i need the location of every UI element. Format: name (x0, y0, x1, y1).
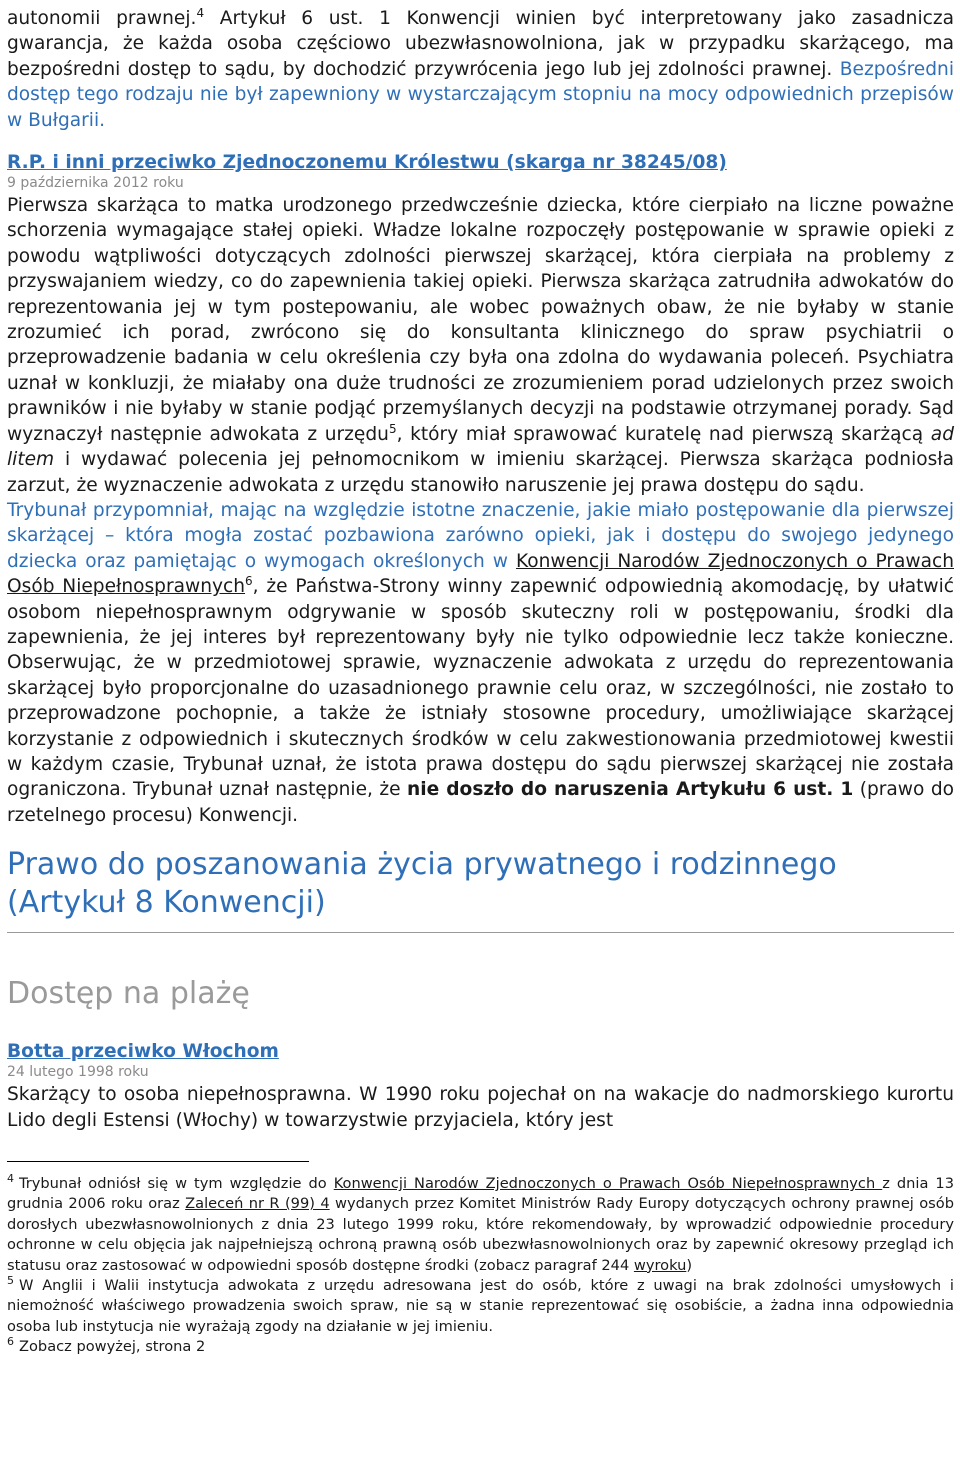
footnote-4-text-d: ) (686, 1256, 693, 1274)
footnote-4-link-recommendation[interactable]: Zaleceń nr R (99) 4 (185, 1195, 330, 1213)
case-rp (7, 150, 954, 828)
case-botta (7, 1039, 954, 1133)
footnote-4-link-judgment[interactable]: wyroku (633, 1256, 687, 1274)
case-date-rp: 9 października 2012 roku (7, 175, 184, 192)
case-rp-judgment (7, 498, 954, 828)
section-heading-article-8: Prawo do poszanowania życia prywatnego i rodzinnego (Artykuł 8 Konwencji) (7, 846, 954, 933)
footnote-6-text: Zobacz powyżej, strona 2 (19, 1338, 206, 1356)
case-botta-facts: Skarżący to osoba niepełnosprawna. W 1990 roku pojechał on na wakacje do nadmorskiego kurortu Lido degli Estensi (Włochy) w towarzystwie przyjaciela, który jest (7, 1084, 954, 1131)
case-rp-facts-text-a: Pierwsza skarżąca to matka urodzonego przedwcześnie dziecka, które cierpiało na liczne poważne schorzenia wymagające stałej opieki. Władze lokalne rozpoczęły postępowanie w sprawie opieki z powodu wątpliwości dotyczących zdolności pierwszej skarżącej, która cierpiała na problemy z przyswajaniem wiedzy, co do zapewnienia takiej opieki. Pierwsza skarżąca zatrudniła adwokatów do reprezentowania jej w tym postepowaniu, ale wobec poważnych obaw, że nie byłaby w stanie zrozumieć ich porad, zwrócono się do konsultanta klinicznego do spraw psychiatrii o przeprowadzenie badania w celu określenia czy była ona zdolna do wydawania poleceń. Psychiatra uznał w konkluzji, że miałaby ona duże trudności ze zrozumieniem porad udzielonych przez swoich prawników i nie byłaby w stanie podjąć przemyślanych decyzji na podstawie otrzymanej porady. Sąd wyznaczył następnie adwokata z urzędu (7, 195, 954, 445)
footnote-ref-5[interactable]: 5 (388, 421, 397, 436)
intro-text-1: autonomii prawnej. (7, 8, 197, 29)
footnote-number-6: 6 (7, 1335, 14, 1349)
footnote-4-text-a: Trybunał odniósł się w tym względzie do (19, 1175, 334, 1192)
intro-paragraph (7, 6, 954, 133)
case-title-rp[interactable]: R.P. i inni przeciwko Zjednoczonemu Królestwu (skarga nr 38245/08) (7, 152, 727, 174)
case-rp-facts (7, 193, 954, 498)
footnote-4-text-c: wydanych przez Komitet Ministrów Rady Europy dotyczących ochrony prawnej osób dorosłych ubezwłasnowolnionych z dnia 23 lutego 1999 roku, które rekomendowały, by wprowadzić odpowiednie procedury ochronne w celu objęcia jak najpełniejszą ochroną prawną osób ubezwłasnowolnionych oraz by zapewnić okresowy przegląd ich statusu oraz zastosować w odpowiedni sposób dostępne środki (zobacz paragraf 244 (7, 1195, 954, 1274)
footnote-6 (7, 1337, 954, 1357)
case-rp-conclusion: nie doszło do naruszenia Artykułu 6 ust. 1 (407, 779, 854, 801)
footnote-4 (7, 1174, 954, 1276)
footnote-5-text: W Anglii i Walii instytucja adwokata z urzędu adresowana jest do osób, które z uwagi na brak zdolności umysłowych i niemożność właściwego prowadzenia swoich spraw, nie są w stanie reprezentować się osobiście, a żadna inna odpowiednia osoba lub instytucja nie wyrażają zgody na działanie w jej imieniu. (7, 1277, 954, 1335)
crpd-link[interactable]: Konwencji Narodów Zjednoczonych o Prawach Osób Niepełnosprawnych (7, 550, 954, 598)
document-page (7, 0, 954, 1358)
intro-text-2: Artykuł 6 ust. 1 Konwencji winien być interpretowany jako zasadnicza gwarancja, że każda osoba częściowo ubezwłasnowolniona, jak w przypadku skarżącego, ma bezpośredni dostęp to sądu, by dochodzić przywrócenia jego lub jej zdolności prawnej. (7, 8, 954, 80)
footnote-ref-6[interactable]: 6 (245, 573, 253, 588)
footnote-4-link-crpd[interactable]: Konwencji Narodów Zjednoczonych o Prawach Osób Niepełnosprawnych (333, 1175, 883, 1192)
case-date-botta: 24 lutego 1998 roku (7, 1064, 149, 1081)
case-rp-facts-italic: ad litem (7, 423, 954, 471)
case-rp-judgment-text-a: Trybunał przypomniał, mając na względzie istotne znaczenie, jakie miało postępowanie dla pierwszej skarżącej – która mogła zostać pozbawiona zarówno opieki, jak i dostępu do swojego jedynego dziecka oraz pamiętając o wymogach określonych w (7, 499, 954, 572)
case-rp-judgment-text-b: , że Państwa-Strony winny zapewnić odpowiednią akomodację, by ułatwić osobom niepełnosprawnym odgrywanie w sposób skuteczny roli w postępowaniu, środki dla zapewnienia, że jej interes był reprezentowany były nie tylko odpowiednie lecz także konieczne. Obserwując, że w przedmiotowej sprawie, wyznaczenie adwokata z urzędu do reprezentowania skarżącej było proporcjonalne do uzasadnionego prawnie celu oraz, w szczególności, nie zostało to przeprowadzone pochopnie, a także że istniały stosowne procedury, umożliwiające skarżącej korzystanie z odpowiednich i skutecznych środków w celu zakwestionowania przedmiotowej kwestii w każdym czasie, Trybunał uznał, że istota prawa dostępu do sądu pierwszej skarżącej nie została ograniczona. Trybunał uznał następnie, że (7, 576, 954, 801)
footnote-separator (7, 1161, 309, 1162)
footnote-4-text-b: z dnia 13 grudnia 2006 roku oraz (7, 1175, 954, 1213)
footnotes (7, 1174, 954, 1358)
case-rp-judgment-text-c: (prawo do rzetelnego procesu) Konwencji. (7, 779, 954, 826)
footnote-number-5: 5 (7, 1274, 14, 1288)
case-title-botta[interactable]: Botta przeciwko Włochom (7, 1041, 279, 1063)
footnote-number-4: 4 (7, 1172, 14, 1186)
footnote-5 (7, 1276, 954, 1337)
subsection-heading-beach: Dostęp na plażę (7, 976, 250, 1012)
case-rp-facts-text-c: i wydawać polecenia jej pełnomocnikom w imieniu skarżącej. Pierwsza skarżąca podniosła zarzut, że wyznaczenie adwokata z urzędu stanowiło naruszenie jej prawa dostępu do sądu. (7, 449, 954, 496)
footnote-ref-4[interactable]: 4 (196, 5, 205, 20)
intro-highlight: Bezpośredni dostęp tego rodzaju nie był zapewniony w wystarczającym stopniu na mocy odpowiednich przepisów w Bułgarii. (7, 58, 954, 131)
case-rp-facts-text-b: , który miał sprawować kuratelę nad pierwszą skarżącą (396, 423, 931, 445)
